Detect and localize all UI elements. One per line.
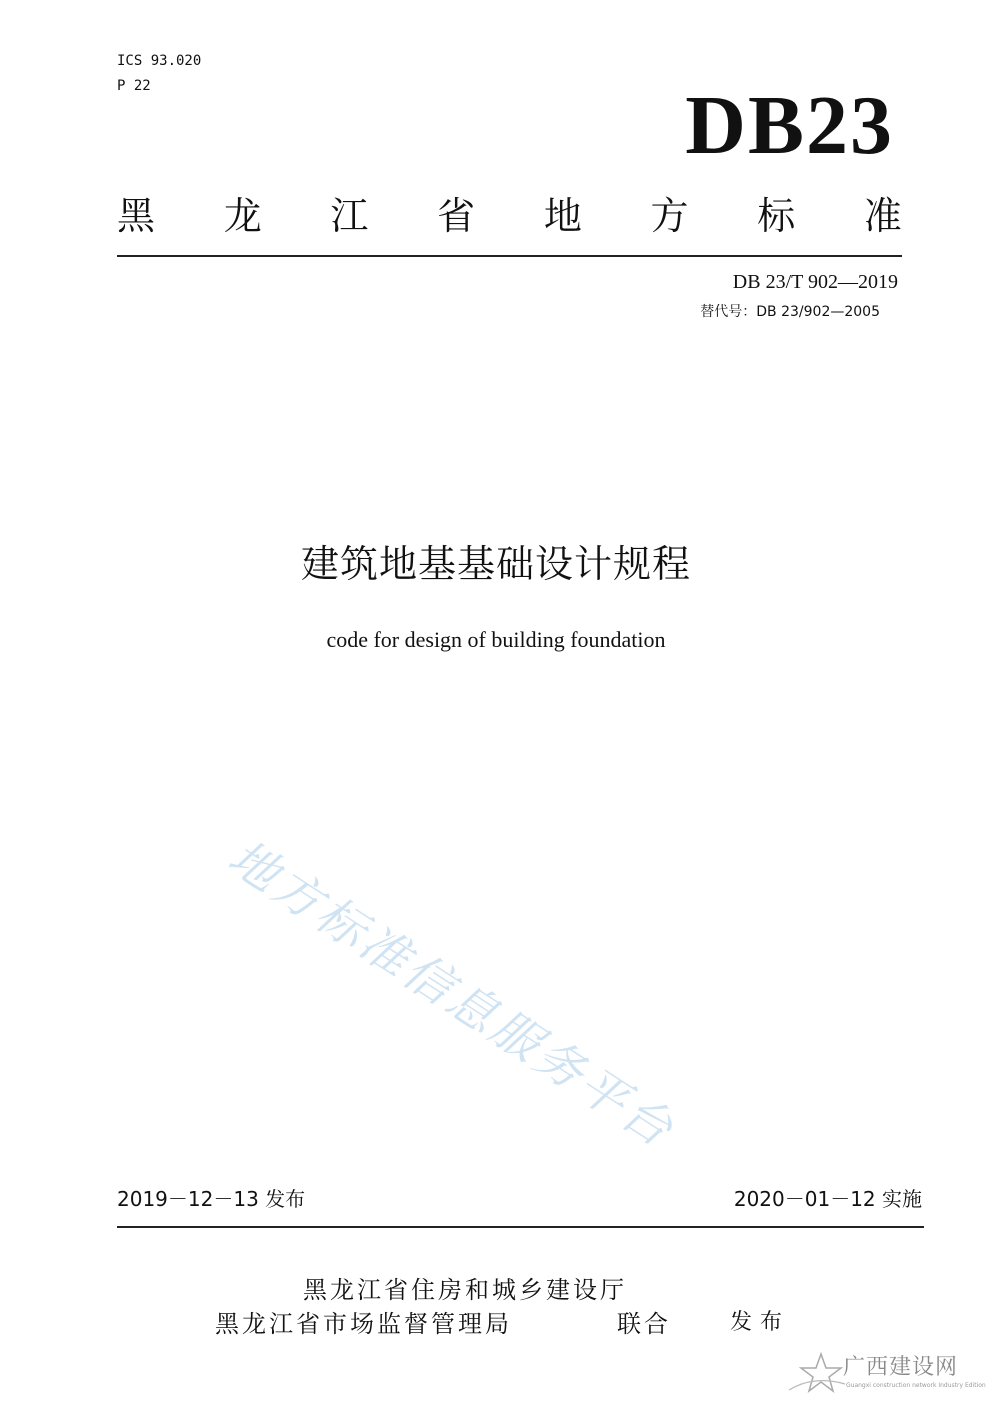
standard-category-title (117, 194, 902, 238)
ics-code: ICS 93.020 (117, 53, 202, 69)
publish-date: 2019－12－13 发布 (117, 1187, 306, 1211)
issuer-line-2: 黑龙江省市场监督管理局 (215, 1310, 512, 1338)
document-title-english: code for design of building foundation (326, 627, 666, 652)
standard-number: DB 23/T 902—2019 (732, 271, 898, 293)
category-char: 省 (437, 194, 476, 238)
header-divider (117, 255, 902, 257)
watermark: 地方标准信息服务平台 (218, 829, 686, 1160)
document-title: 建筑地基基础设计规程 (300, 542, 691, 586)
effective-date: 2020－01－12 实施 (733, 1187, 922, 1211)
category-char: 江 (330, 194, 369, 238)
db-code-mark: DB23 (685, 79, 894, 172)
category-char: 标 (757, 194, 796, 238)
footer-divider (117, 1226, 924, 1228)
issuer-publish: 发布 (730, 1310, 791, 1335)
category-char: 准 (863, 194, 902, 238)
site-logo-subtitle: Guangxi construction network Industry Edition (846, 1382, 986, 1389)
category-char: 黑 (117, 194, 156, 238)
site-logo-name: 广西建设网 (843, 1355, 959, 1380)
replaced-standard: 替代号：DB 23/902—2005 (700, 304, 880, 320)
issuer-line-1: 黑龙江省住房和城乡建设厅 (303, 1276, 627, 1304)
classification-code: P 22 (117, 78, 151, 94)
category-char: 龙 (223, 194, 262, 238)
category-char: 地 (543, 194, 582, 238)
issuer-joint: 联合 (617, 1310, 671, 1338)
category-char: 方 (650, 194, 689, 238)
